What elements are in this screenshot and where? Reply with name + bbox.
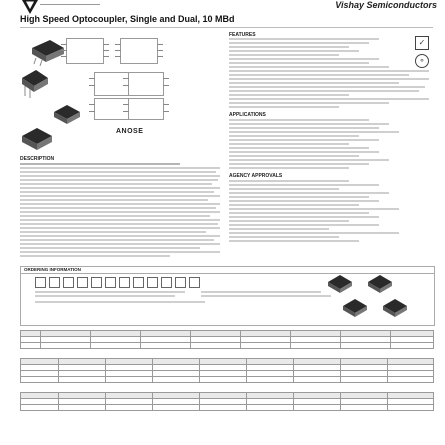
table-cell	[241, 343, 291, 349]
table-cell	[291, 343, 341, 349]
table-cell	[59, 377, 106, 383]
part-number-box	[147, 277, 158, 288]
ordering-information-box	[20, 266, 435, 326]
table-cell	[341, 405, 388, 411]
dip-package-drawing	[20, 66, 50, 98]
table-cell	[153, 405, 200, 411]
package-code-label: ANOSE	[116, 128, 144, 135]
ordering-package-drawing-4	[381, 297, 409, 319]
applications-heading: APPLICATIONS	[229, 112, 266, 118]
ordering-package-drawing-3	[341, 297, 369, 319]
ordering-package-drawing-2	[366, 273, 394, 295]
part-number-box	[105, 277, 116, 288]
agency-approvals-heading: AGENCY APPROVALS	[229, 173, 283, 179]
features-heading: FEATURES	[229, 32, 256, 38]
part-number-box	[119, 277, 130, 288]
table-cell	[153, 377, 200, 383]
part-number-box	[91, 277, 102, 288]
table-row	[21, 377, 434, 383]
part-number-box	[77, 277, 88, 288]
page-title: High Speed Optocoupler, Single and Dual, 10 MBd	[20, 14, 235, 24]
table-cell	[388, 405, 434, 411]
ordering-heading: ORDERING INFORMATION	[21, 267, 434, 274]
table-cell	[59, 405, 106, 411]
table-row	[21, 405, 434, 411]
part-number-box	[133, 277, 144, 288]
table-cell	[341, 343, 391, 349]
pinout-diagram-2	[120, 38, 158, 64]
package-drawings-section	[20, 32, 220, 262]
logo-tagline	[40, 4, 100, 5]
part-number-box	[63, 277, 74, 288]
company-name: Vishay Semiconductors	[335, 0, 437, 10]
table-cell	[247, 377, 294, 383]
table-cell	[141, 343, 191, 349]
pinout-diagram-6	[128, 98, 164, 120]
table-cell	[294, 377, 341, 383]
features-section	[225, 32, 433, 262]
part-number-box	[161, 277, 172, 288]
table-cell	[200, 405, 247, 411]
rohs-icon: ✓	[415, 36, 429, 50]
table-cell	[341, 377, 388, 383]
table-cell	[91, 343, 141, 349]
pinout-diagram-1	[66, 38, 104, 64]
table-cell	[41, 343, 91, 349]
table-cell	[388, 377, 434, 383]
vishay-logo-icon	[22, 0, 38, 14]
part-number-box	[35, 277, 46, 288]
description-heading: DESCRIPTION	[20, 156, 55, 162]
wide-package-drawing	[20, 126, 54, 152]
table-cell	[21, 343, 41, 349]
halogen-free-icon: ⚬	[415, 54, 429, 68]
table-cell	[191, 343, 241, 349]
pinout-diagram-4	[128, 72, 164, 96]
spec-table-2	[20, 358, 434, 383]
part-number-box	[189, 277, 200, 288]
spec-table-3	[20, 392, 434, 411]
spec-table-1	[20, 330, 434, 349]
pinout-diagram-3	[94, 72, 130, 96]
table-cell	[200, 377, 247, 383]
table-cell	[21, 377, 59, 383]
ordering-package-drawing-1	[326, 273, 354, 295]
header-divider	[20, 27, 433, 28]
table-cell	[391, 343, 434, 349]
table-cell	[106, 377, 153, 383]
table-cell	[106, 405, 153, 411]
pinout-diagram-5	[94, 98, 130, 120]
table-cell	[21, 405, 59, 411]
table-row	[21, 343, 434, 349]
smd-package-drawing	[52, 102, 82, 126]
soic-package-drawing	[28, 38, 66, 66]
table-cell	[247, 405, 294, 411]
table-cell	[294, 405, 341, 411]
part-number-box	[175, 277, 186, 288]
part-number-box	[49, 277, 60, 288]
